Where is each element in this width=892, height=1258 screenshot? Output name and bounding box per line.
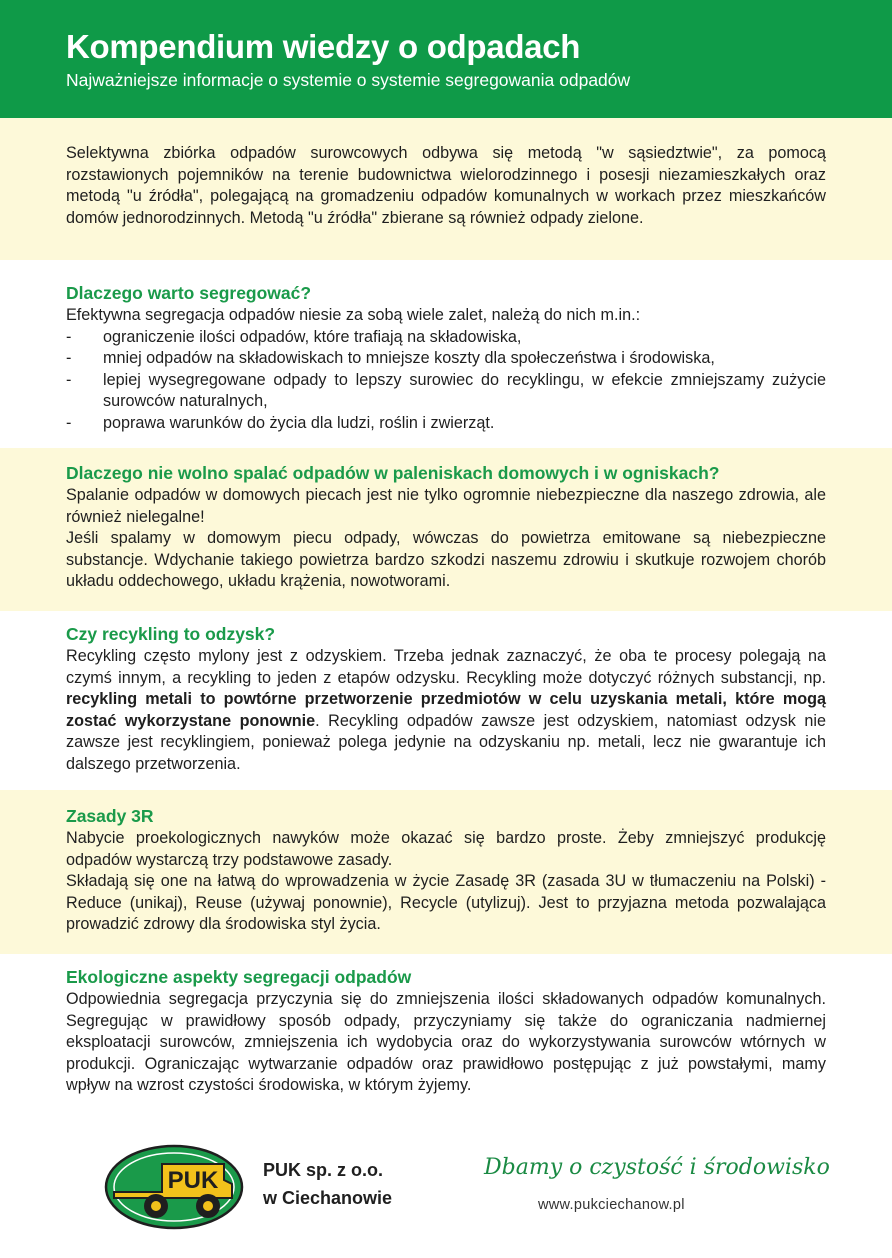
no-burning-paragraph-1: Spalanie odpadów w domowych piecach jest nie tylko ogromnie niebezpieczne dla naszego zdrowia, ale również nielegalne! [66,486,826,526]
page-header [0,0,892,118]
recycling-text-bold: recykling metali to powtórne przetworzenie przedmiotów w celu uzyskania metali, które mogą zostać wykorzystane ponownie [66,690,826,730]
recycling-heading: Czy recykling to odzysk? [66,624,276,644]
intro-section [66,143,826,229]
company-line-2: w Ciechanowie [263,1188,393,1208]
rules-3r-heading: Zasady 3R [66,806,154,826]
recycling-text [66,646,826,775]
company-name [263,1156,392,1212]
intro-text: Selektywna zbiórka odpadów surowcowych odbywa się metodą "w sąsiedztwie", za pomocą rozstawionych pojemników na terenie budownictwa wielorodzinnego i posesji niezamieszkałych oraz metodą "u źródła", polegającą na gromadzeniu odpadów komunalnych w workach przez mieszkańców domów jednorodzinnych. Metodą "u źródła" zbierane są również odpady zielone. [66,144,826,227]
bullet-dash: - [66,370,72,389]
list-item-text: poprawa warunków do życia dla ludzi, roślin i zwierząt. [103,413,495,432]
bullet-dash: - [66,413,72,432]
recycling-text-end: . Recykling odpadów zawsze jest odzyskiem, natomiast odzysk nie zawsze jest recyklingiem, ponieważ polega jedynie na odzyskaniu np. metali, lecz nie gwarantuje ich dalszego przetworzenia. [66,711,826,773]
ecology-section [66,966,826,1097]
list-item [66,348,826,370]
why-segregate-heading: Dlaczego warto segregować? [66,283,312,303]
logo-text: PUK [167,1167,219,1194]
why-segregate-lead: Efektywna segregacja odpadów niesie za sobą wiele zalet, należą do nich m.in.: [66,306,641,324]
list-item [66,413,826,435]
no-burning-heading: Dlaczego nie wolno spalać odpadów w paleniskach domowych i w ogniskach? [66,463,720,483]
no-burning-paragraph-2: Jeśli spalamy w domowym piecu odpady, wówczas do powietrza emitowane są niebezpieczne substancje. Wdychanie takiego powietrza bardzo szkodzi naszemu zdrowiu i skutkuje rozwojem chorób układu oddechowego, układu krążenia, nowotworami. [66,529,826,590]
page-subtitle: Najważniejsze informacje o systemie o systemie segregowania odpadów [66,70,631,90]
rules-3r-paragraph-1: Nabycie proekologicznych nawyków może okazać się bardzo proste. Żeby zmniejszyć produkcję odpadów wystarczą trzy podstawowe zasady. [66,829,826,869]
website-link[interactable]: www.pukciechanow.pl [538,1197,685,1213]
benefits-list [66,327,826,435]
list-item-text: ograniczenie ilości odpadów, które trafiają na składowiska, [103,327,522,346]
bullet-dash: - [66,327,72,346]
slogan: Dbamy o czystość i środowisko [484,1155,830,1180]
recycling-text-start: Recykling często mylony jest z odzyskiem. Trzeba jednak zaznaczyć, że oba te procesy polegają na czymś innym, a recykling to jeden z etapów odzysku. Recykling może dotyczyć różnych substancji, np. [66,647,826,687]
page-title: Kompendium wiedzy o odpadach [66,28,581,65]
company-line-1: PUK sp. z o.o. [263,1160,384,1180]
recycling-section [66,623,826,775]
why-segregate-section [66,282,826,434]
no-burning-section [66,462,826,593]
bullet-dash: - [66,349,72,367]
rules-3r-section [66,805,826,936]
list-item-text: lepiej wysegregowane odpady to lepszy surowiec do recyklingu, w efekcie zmniejszamy zużycie surowców naturalnych, [103,370,826,410]
list-item [66,327,826,349]
rules-3r-paragraph-2: Składają się one na łatwą do wprowadzenia w życie Zasadę 3R (zasada 3U w tłumaczeniu na Polski) - Reduce (unikaj), Reuse (używaj ponownie), Recycle (utylizuj). Jest to przyjazna metoda pozwalająca prowadzić zdrowy dla środowiska styl życia. [66,872,826,933]
ecology-heading: Ekologiczne aspekty segregacji odpadów [66,967,412,987]
puk-logo [104,1144,244,1230]
ecology-text: Odpowiednia segregacja przyczynia się do zmniejszenia ilości składowanych odpadów komunalnych. Segregując w prawidłowy sposób odpady, przyczyniamy się także do ograniczania nadmiernej eksploatacji surowców, zmniejszenia ich wydobycia oraz do wykorzystywania surowców wtórnych w produkcji. Ograniczając wytwarzanie odpadów oraz prawidłowo postępując z już powstałymi, mamy wpływ na wzrost czystości środowiska, w którym żyjemy. [66,990,826,1094]
list-item-text: mniej odpadów na składowiskach to mniejsze koszty dla społeczeństwa i środowiska, [103,349,715,367]
list-item [66,370,826,413]
